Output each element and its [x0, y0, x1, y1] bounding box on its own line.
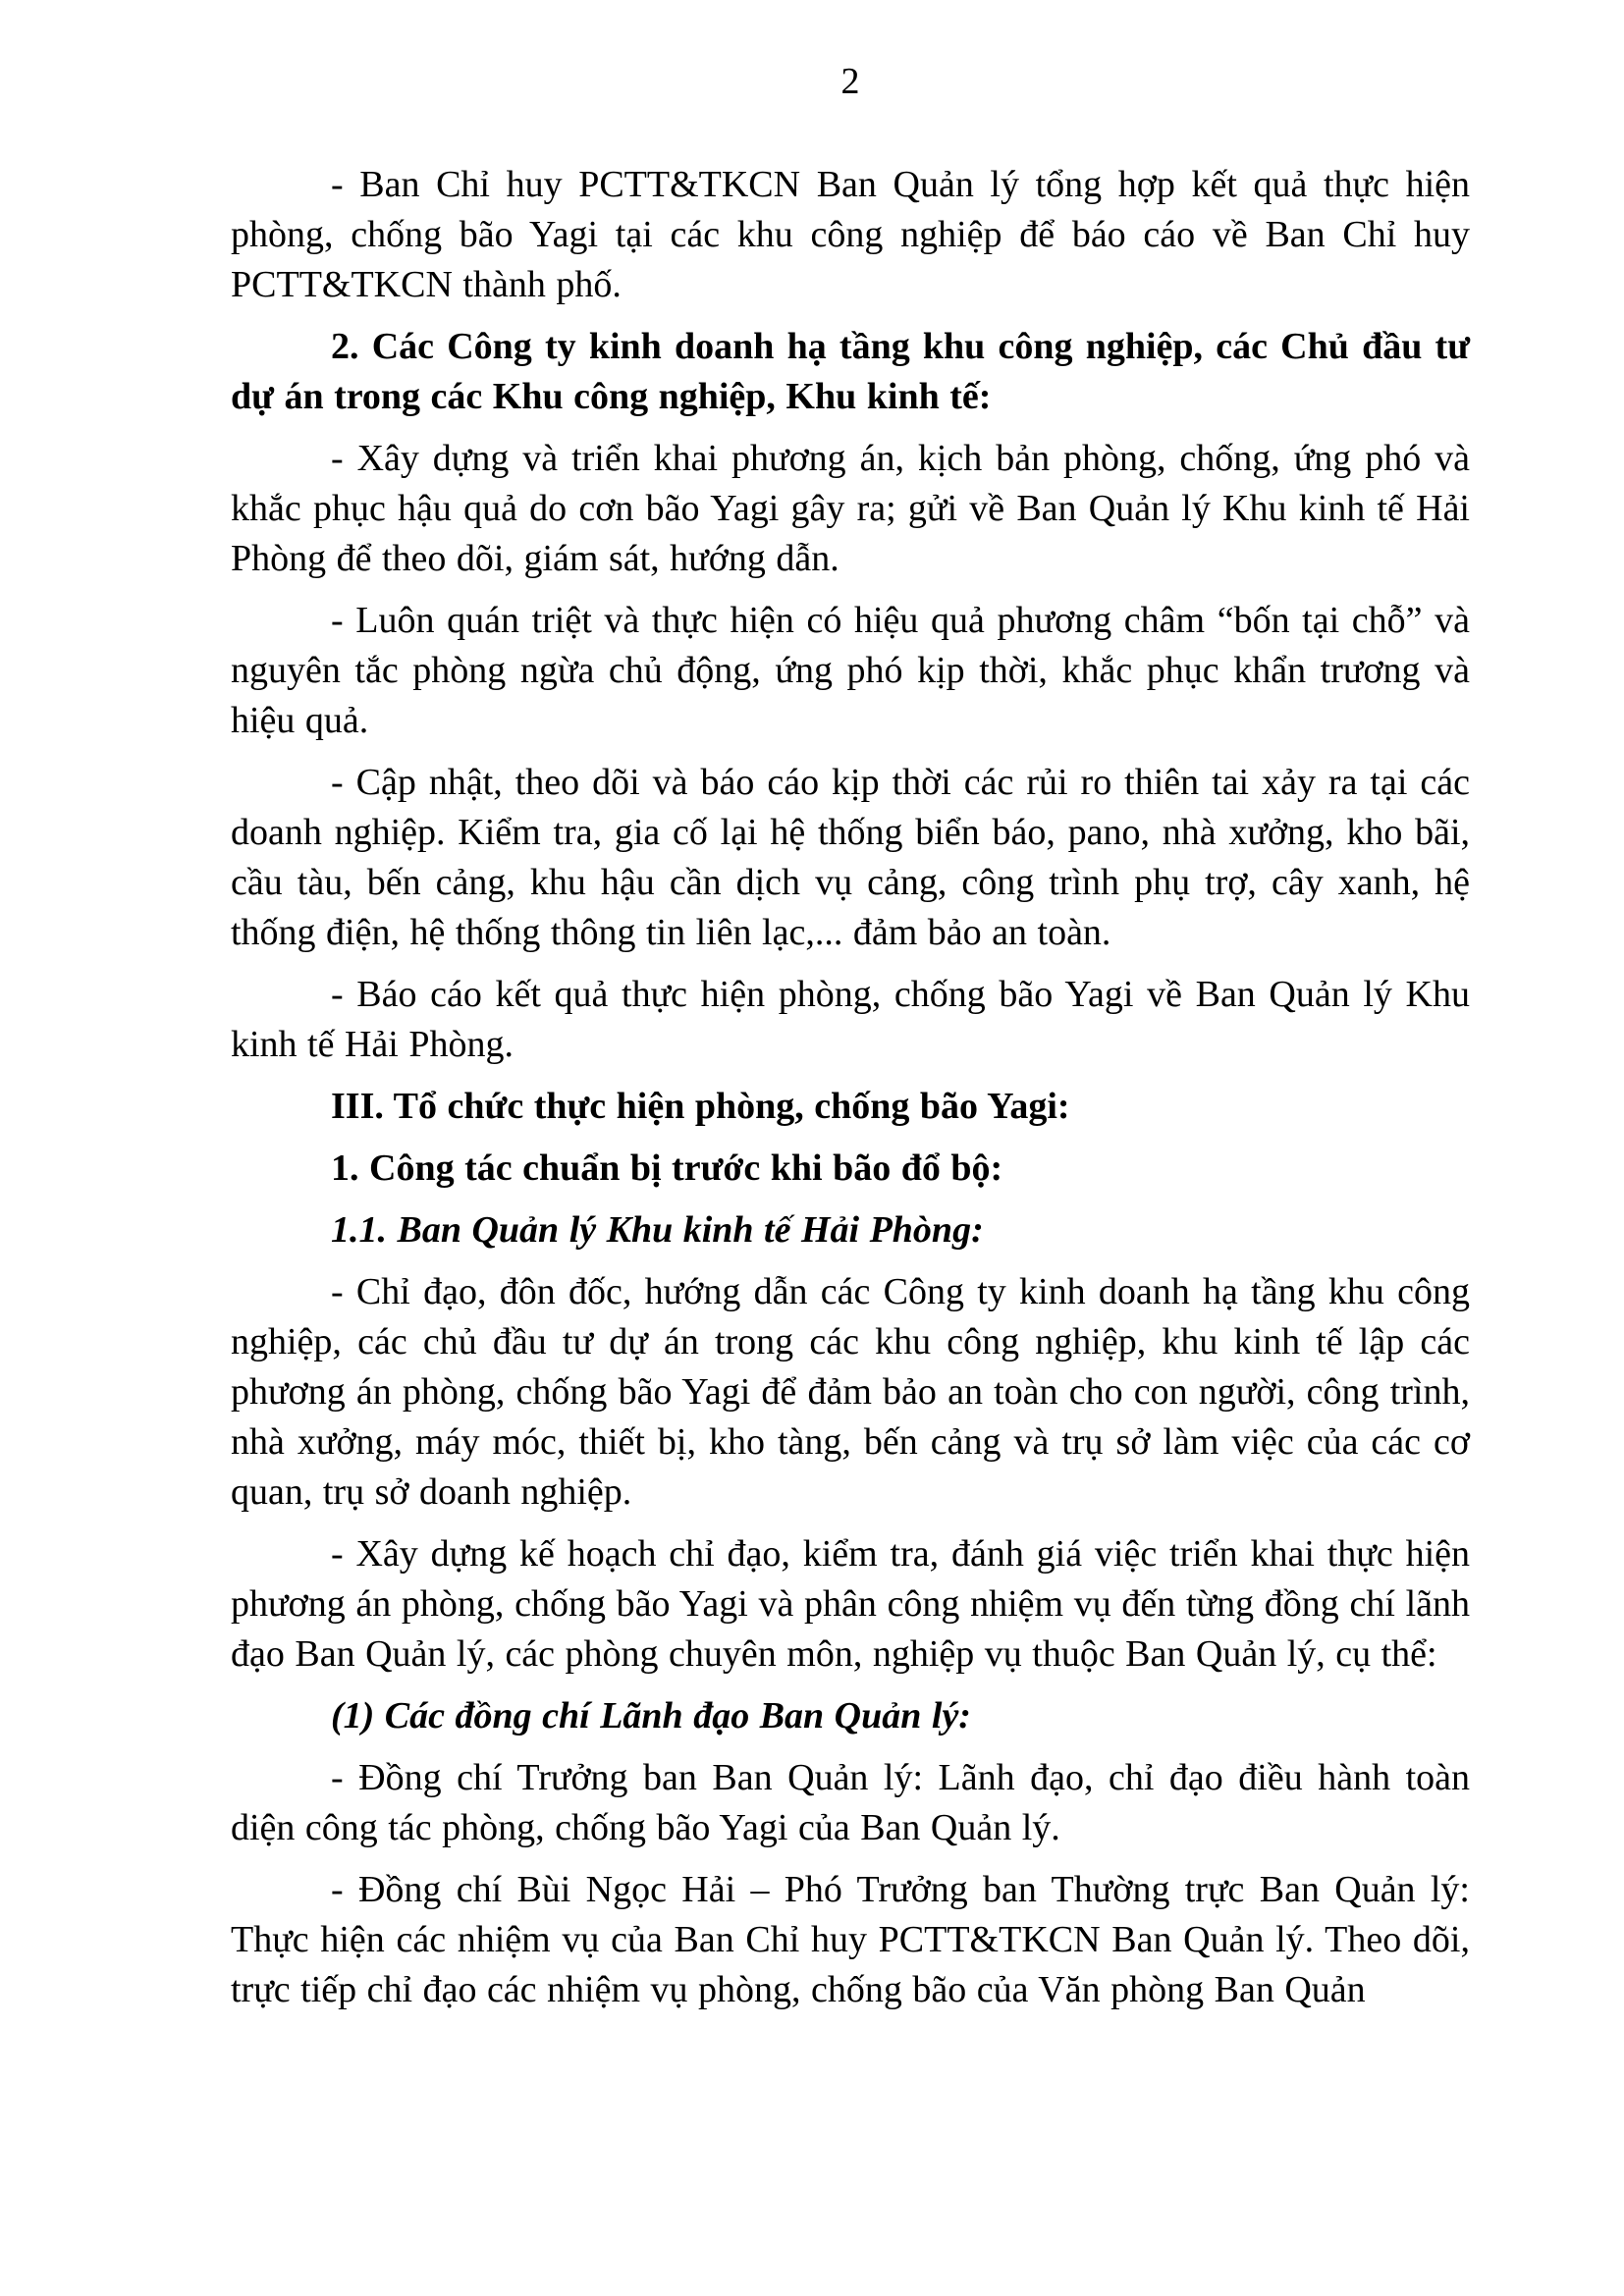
- section-heading-leadership-comrades: (1) Các đồng chí Lãnh đạo Ban Quản lý:: [331, 1695, 971, 1736]
- section-heading-2-infrastructure-companies: 2. Các Công ty kinh doanh hạ tầng khu công nghiệp, các Chủ đầu tư dự án trong các Khu công nghiệp, Khu kinh tế:: [231, 326, 1470, 417]
- section-heading-1-preparation: 1. Công tác chuẩn bị trước khi bão đổ bộ:: [331, 1148, 1003, 1189]
- paragraph-direct-urge-guide: - Chỉ đạo, đôn đốc, hướng dẫn các Công ty kinh doanh hạ tầng khu công nghiệp, các chủ đầu tư dự án trong các khu công nghiệp, khu kinh tế lập các phương án phòng, chống bão Yagi để đảm bảo an toàn cho con người, công trình, nhà xưởng, máy móc, thiết bị, kho tàng, bến cảng và trụ sở làm việc của các cơ quan, trụ sở doanh nghiệp.: [231, 1271, 1470, 1513]
- paragraph-four-on-spot-principle: - Luôn quán triệt và thực hiện có hiệu quả phương châm “bốn tại chỗ” và nguyên tắc phòng ngừa chủ động, ứng phó kịp thời, khắc phục khẩn trương và hiệu quả.: [231, 600, 1470, 741]
- section-heading-1-1-management-board: 1.1. Ban Quản lý Khu kinh tế Hải Phòng:: [331, 1209, 984, 1251]
- paragraph-build-inspection-plan: - Xây dựng kế hoạch chỉ đạo, kiểm tra, đánh giá việc triển khai thực hiện phương án phòng, chống bão Yagi và phân công nhiệm vụ đến từng đồng chí lãnh đạo Ban Quản lý, các phòng chuyên môn, nghiệp vụ thuộc Ban Quản lý, cụ thể:: [231, 1533, 1470, 1675]
- paragraph-build-response-plans: - Xây dựng và triển khai phương án, kịch bản phòng, chống, ứng phó và khắc phục hậu quả do cơn bão Yagi gây ra; gửi về Ban Quản lý Khu kinh tế Hải Phòng để theo dõi, giám sát, hướng dẫn.: [231, 438, 1470, 579]
- paragraph-report-results: - Báo cáo kết quả thực hiện phòng, chống bão Yagi về Ban Quản lý Khu kinh tế Hải Phòng.: [231, 974, 1470, 1065]
- paragraph-deputy-head-bui-ngoc-hai-duties: - Đồng chí Bùi Ngọc Hải – Phó Trưởng ban Thường trực Ban Quản lý: Thực hiện các nhiệm vụ của Ban Chỉ huy PCTT&TKCN Ban Quản lý. Theo dõi, trực tiếp chỉ đạo các nhiệm vụ phòng, chống bão của Văn phòng Ban Quản: [231, 1869, 1470, 2010]
- section-heading-iii-implementation: III. Tổ chức thực hiện phòng, chống bão Yagi:: [331, 1086, 1070, 1127]
- page-number: 2: [840, 61, 860, 102]
- paragraph-update-monitor-risks: - Cập nhật, theo dõi và báo cáo kịp thời các rủi ro thiên tai xảy ra tại các doanh nghiệp. Kiểm tra, gia cố lại hệ thống biển báo, pano, nhà xưởng, kho bãi, cầu tàu, bến cảng, khu hậu cần dịch vụ cảng, công trình phụ trợ, cây xanh, hệ thống điện, hệ thống thông tin liên lạc,... đảm bảo an toàn.: [231, 762, 1470, 953]
- paragraph-head-of-board-duties: - Đồng chí Trưởng ban Ban Quản lý: Lãnh đạo, chỉ đạo điều hành toàn diện công tác phòng, chống bão Yagi của Ban Quản lý.: [231, 1757, 1470, 1848]
- paragraph-report-summary: - Ban Chỉ huy PCTT&TKCN Ban Quản lý tổng hợp kết quả thực hiện phòng, chống bão Yagi tại các khu công nghiệp để báo cáo về Ban Chỉ huy PCTT&TKCN thành phố.: [231, 164, 1470, 305]
